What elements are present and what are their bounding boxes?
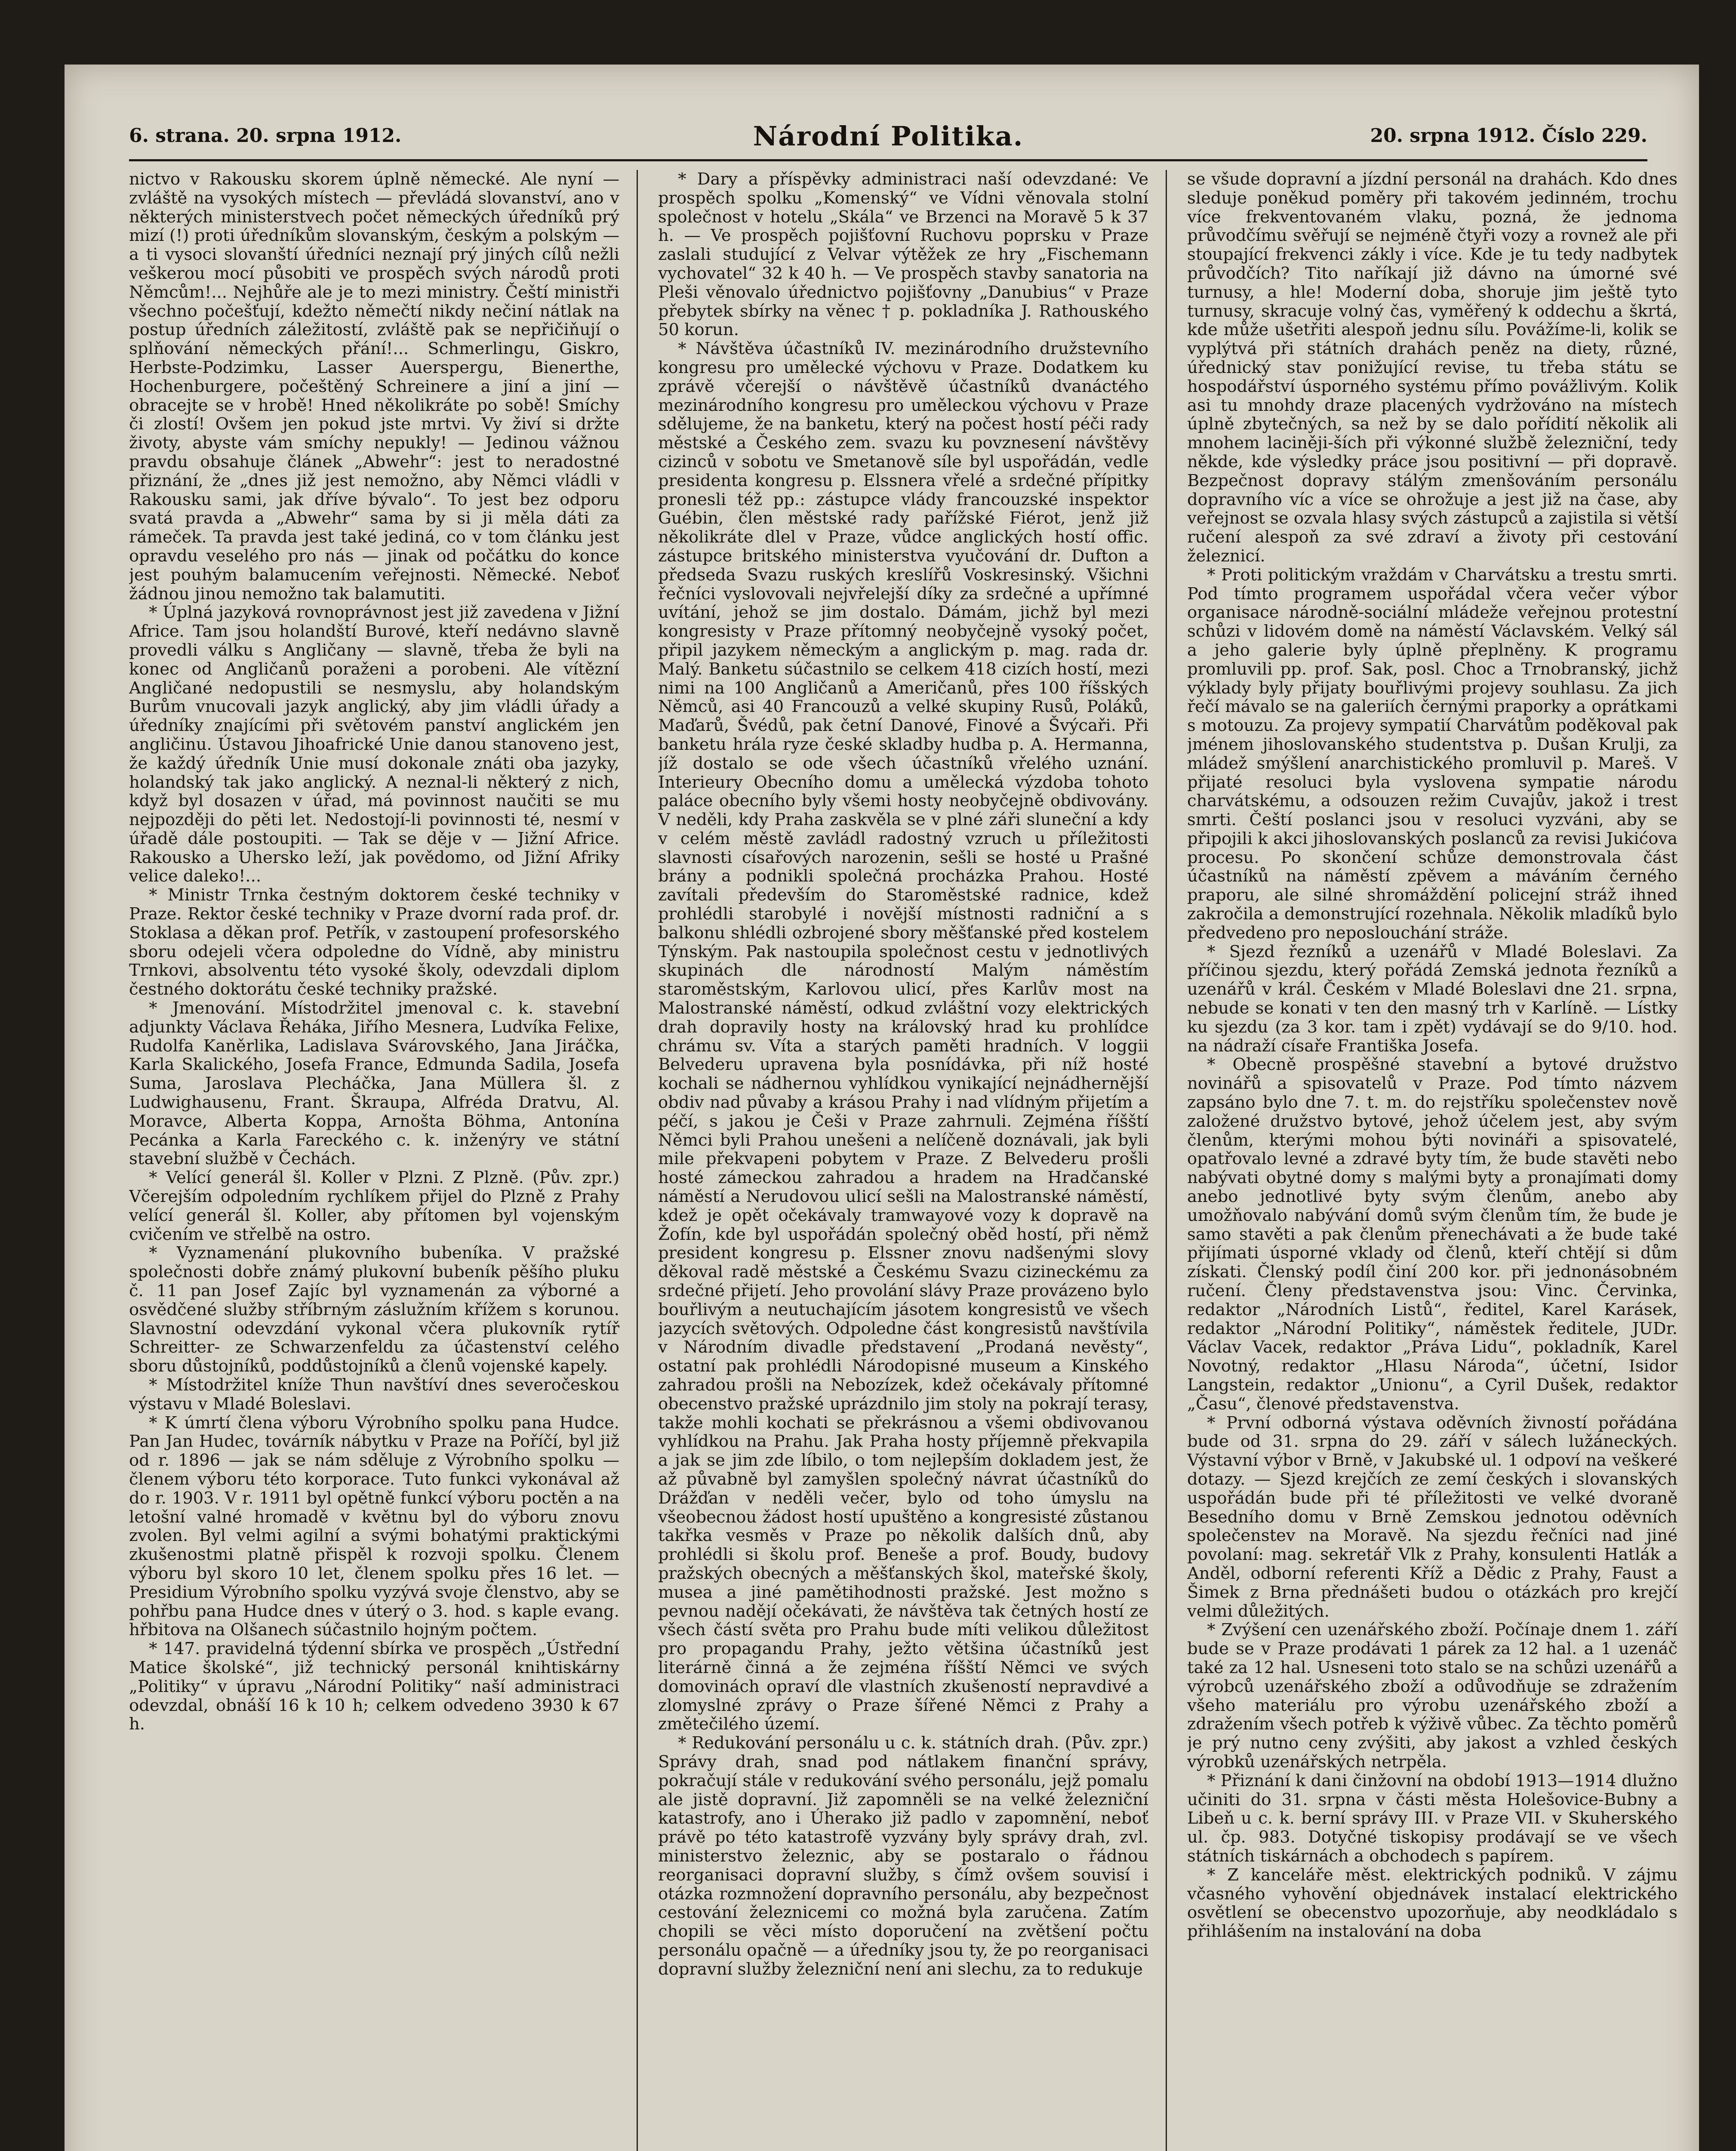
column-3 [1187, 170, 1678, 2151]
article-paragraph: * Obecně prospěšné stavební a bytové družstvo novinářů a spisovatelů v Praze. Pod tímto názvem zapsáno bylo dne 7. t. m. do rejstříku společenstev nově založené družstvo bytové, jehož účelem jest, aby svým členům, kterými mohou býti novináři a spisovatelé, opatřovalo levné a zdravé byty tím, že bude stavěti nebo nabývati obytné domy s malými byty a pronajímati domy anebo jednotlivé byty svým členům, anebo aby umožňovalo nabývání domů svým členům tím, že bude je samo stavěti a pak členům přenechávati a že bude také přijímati úsporné vklady od členů, kteří chtějí si dům získati. Členský podíl činí 200 kor. při jednonásobném ručení. Členy představenstva jsou: Vinc. Červinka, redaktor „Národních Listů“, ředitel, Karel Karásek, redaktor „Národní Politiky“, náměstek ředitele, JUDr. Václav Vacek, redaktor „Práva Lidu“, pokladník, Karel Novotný, redaktor „Hlasu Národa“, účetní, Isidor Langstein, redaktor „Unionu“, a Cyril Dušek, redaktor „Času“, členové představenstva. [1187, 1055, 1678, 1414]
article-paragraph: * Redukování personálu u c. k. státních drah. (Pův. zpr.) Správy drah, snad pod nátlakem finanční správy, pokračují stále v redukování svého personálu, jejž pomalu ale jistě dopravní. Již zapomněli se na velké železniční katastrofy, ano i Úherako již padlo v zapomnění, neboť právě po této katastrofě vyzvány byly správy drah, zvl. ministerstvo železnic, aby se postaralo o řádnou reorganisaci dopravní služby, s čímž ovšem souvisí i otázka rozmnožení dopravního personálu, aby bezpečnost cestování železnicemi co možná byla zaručena. Zatím chopili se věci místo doporučení na zvětšení počtu personálu opačně — a úředníky jsou ty, že po reorganisaci dopravní služby železniční není ani slechu, za to redukuje [658, 1733, 1148, 1979]
article-paragraph: * Návštěva účastníků IV. mezinárodního družstevního kongresu pro umělecké výchovu v Praze. Dodatkem ku zprávě včerejší o návštěvě účastníků dvanáctého mezinárodního kongresu pro uměleckou výchovu v Praze sdělujeme, že na banketu, který na počest hostí péči rady městské a Českého zem. svazu ku povznesení návštěvy cizinců v sobotu ve Smetanově síle byl uspořádán, vedle presidenta kongresu p. Elssnera vřelé a srdečné přípitky pronesli též pp.: zástupce vlády francouzské inspektor Guébin, člen městské rady pařížské Fiérot, jenž již několikráte dlel v Praze, vůdce anglických hostí offic. zástupce britského ministerstva vyučování dr. Dufton a předseda Svazu ruských kreslířů Voskresinský. Všichni řečníci vyslovovali nejvřelejší díky za srdečné a upřímné uvítání, jehož se jim dostalo. Dámám, jichž byl mezi kongresisty v Praze přítomný neobyčejně vysoký počet, připil jazykem německým a anglickým p. mag. rada dr. Malý. Banketu súčastnilo se celkem 418 cizích hostí, mezi nimi na 100 Angličanů a Američanů, přes 100 říšských Němců, asi 40 Francouzů a velké skupiny Rusů, Poláků, Maďarů, Švédů, pak četní Danové, Finové a Švýcaři. Při banketu hrála ryze české skladby hudba p. A. Hermanna, jíž dostalo se ode všech účastníků vřelého uznání. Interieury Obecního domu a umělecká výzdoba tohoto paláce obecního byly všemi hosty neobyčejně obdivovány. V neděli, kdy Praha zaskvěla se v plné záři sluneční a kdy v celém městě zavládl radostný vzruch u příležitosti slavnosti císařových narozenin, sešli se hosté u Prašné brány a podnikli společná procházka Prahou. Hosté zavítali především do Staroměstské radnice, kdež prohlédli starobylé i novější místnosti radniční a s balkonu shlédli ozbrojené sbory měšťanské před kostelem Týnským. Pak nastoupila společnost cestu v jednotlivých skupinách dle národností Malým náměstím staroměstským, Karlovou ulicí, přes Karlův most na Malostranské náměstí, odkud zvláštní vozy elektrických drah dopravily hosty na královský hrad ku prohlídce chrámu sv. Víta a starých paměti hradních. V loggii Belvederu upravena byla posnídávka, při níž hosté kochali se nádhernou vyhlídkou vynikající nejnádhernější obdiv nad půvaby a krásou Prahy i nad vlídným přijetím a péčí, s jakou je Češi v Praze zahrnuli. Zejména říšští Němci byli Prahou unešeni a nelíčeně doznávali, jak byli mile překvapeni pobytem v Praze. Z Belvederu prošli hosté zámeckou zahradou a hradem na Hradčanské náměstí a Nerudovou ulicí sešli na Malostranské náměstí, kdež je opět očekávaly tramwayové vozy k dopravě na Žofín, kde byl uspořádán společný oběd hostí, při němž president kongresu p. Elssner znovu nadšenými slovy děkoval radě městské a Českému Svazu cizineckému za srdečné přijetí. Jeho provolání slávy Praze provázeno bylo bouřlivým a neutuchajícím jásotem kongresistů ve všech jazycích světových. Odpoledne část kongresistů navštívila v Národním divadle představení „Prodaná nevěsty“, ostatní pak prohlédli Národopisné museum a Kinského zahradou prošli na Nebozízek, kdež očekávaly přítomné obecenstvo pražské uprázdnilo jim stoly na pokrají terasy, takže mohli kochati se překrásnou a všemi obdivovanou vyhlídkou na Prahu. Jak Praha hosty příjemně překvapila a jak se jim zde líbilo, o tom nejlepším dokladem jest, že až půvabně byl zamyšlen společný návrat účastníků do Drážďan v neděli večer, bylo od toho úmyslu na všeobecnou žádost hostí upuštěno a kongresisté zůstanou takřka vesměs v Praze po několik dalších dnů, aby prohlédli si školu prof. Beneše a prof. Boudy, budovy pražských obecných a měšťanských škol, mateřské školy, musea a jiné pamětihodnosti pražské. Jest možno s pevnou nadějí očekávati, že návštěva tak četných hostí ze všech částí světa pro Prahu bude míti velikou důležitost pro propagandu Prahy, ježto většina účastníků jest literárně činná a že zejména říšští Němci ve svých domovinách opraví dle vlastních zkušeností nepravdivé a zlomyslné zprávy o Praze šířené Němci z Prahy a změtečilého území. [658, 339, 1148, 1734]
article-paragraph: se všude dopravní a jízdní personál na drahách. Kdo dnes sleduje poněkud poměry při takovém jedinném, trochu více frekventovaném vlaku, pozná, že jednoma průvodčímu svěřují se nejméně čtyři vozy a rovnež ale při stoupající frekvenci zákly i více. Kde je tu tedy nadbytek průvodčích? Tito naříkají již dávno na úmorné své turnusy, a hle! Moderní doba, shoruje jim ještě tyto turnusy, skracuje volný čas, vyměřený k oddechu a škrtá, kde může ušetřiti alespoň jednu sílu. Povážíme-li, kolik se vyplýtvá při státních drahách peněz na diety, různé, úřednický stav ponižující revise, tu třeba státu se hospodářství úsporného systému přímo povážlivým. Kolik asi tu mnohdy draze placených vydržováno na místech úplně zbytečných, sa než by se dalo pořídití několik ali mnohem laciněji-ších při výkonné službě železniční, tedy někde, kde výsledky práce jsou positivní — při dopravě. Bezpečnost dopravy stálým zmenšováním personálu dopravního víc a více se ohrožuje a jest již na čase, aby veřejnost se ozvala hlasy svých zástupců a zajistila si větší ručení alespoň za své zdraví a životy při cestování železnicí. [1187, 170, 1678, 566]
column-rule [1166, 170, 1167, 2151]
article-paragraph: * 147. pravidelná týdenní sbírka ve prospěch „Ústřední Matice školské“, již technický personál knihtiskárny „Politiky“ v úpravu „Národní Politiky“ naší administraci odevzdal, obnáší 16 k 10 h; celkem odvedeno 3930 k 67 h. [129, 1639, 619, 1734]
article-paragraph: nictvo v Rakousku skorem úplně německé. Ale nyní — zvláště na vysokých místech — převládá slovanství, ano v některých ministerstvech počet německých úředníků prý mizí (!) proti úředníkům slovanským, českým a polským — a ti vysoci slovanští úředníci neznají prý jiných cílů nežli veškerou mocí působiti ve prospěch svých národů proti Němcům!... Nejhůře ale je to mezi ministry. Čeští ministři všechno počešťují, kdežto němečtí nikdy nečiní nátlak na postup úředních záležitostí, zvláště pak se nepřičiňují o splňování německých přání!... Schmerlingu, Giskro, Herbste-Podzimku, Lasser Auerspergu, Bienerthe, Hochenburgere, počeštěný Schreinere a jiní a jiní — obracejte se v hrobě! Hned několikráte po sobě! Smíchy či zlostí! Ovšem jen pokud jste mrtvi. Vy živí si držte životy, abyste vám smíchy nepukly! — Jedinou vážnou pravdu obsahuje článek „Abwehr“: jest to neradostné přiznání, že „dnes již jest nemožno, aby Němci vládli v Rakousku sami, jak dříve bývalo“. To jest bez odporu svatá pravda a „Abwehr“ sama by si ji měla dáti za rámeček. Ta pravda jest také jediná, co v tom článku jest opravdu veselého pro nás — jinak od počátku do konce jest pouhým balamucením veřejnosti. Německé. Neboť žádnou jinou nemožno tak balamutiti. [129, 170, 619, 604]
columns [129, 170, 1678, 2151]
article-paragraph: * Z kanceláře měst. elektrických podniků. V zájmu včasného vyhovění objednávek instalací elektrického osvětlení se obecenstvo upozorňuje, aby neodkládalo s přihlášením na instalování na doba [1187, 1865, 1678, 1941]
article-paragraph: * Vyznamenání plukovního bubeníka. V pražské společnosti dobře známý plukovní bubeník pěšího pluku č. 11 pan Josef Zajíc byl vyznamenán za výborné a osvědčené služby stříbrným záslužním křížem s korunou. Slavnostní odevzdání vykonal včera plukovník rytíř Schreitter- ze Schwarzenfeldu za účastenství celého sboru důstojníků, poddůstojníků a členů vojenské kapely. [129, 1243, 619, 1376]
article-paragraph: * K úmrtí člena výboru Výrobního spolku pana Hudce. Pan Jan Hudec, továrník nábytku v Praze na Poříčí, byl již od r. 1896 — jak se nám sděluje z Výrobního spolku — členem výboru této korporace. Tuto funkci vykonával až do r. 1903. V r. 1911 byl opětně funkcí výboru poctěn a na letošní valné hromadě v květnu byl do výboru znovu zvolen. Byl velmi agilní a svými bohatými praktickými zkušenostmi platně přispěl k rozvoji spolku. Členem výboru byl skoro 10 let, členem spolku přes 16 let. — Presidium Výrobního spolku vyzývá svoje členstvo, aby se pohřbu pana Hudce dnes v úterý o 3. hod. s kaple evang. hřbitova na Olšanech súčastnilo hojným počtem. [129, 1413, 619, 1640]
newspaper-page [65, 65, 1699, 2151]
column-rule [637, 170, 638, 2151]
article-paragraph: * Úplná jazyková rovnoprávnost jest již zavedena v Jižní Africe. Tam jsou holandští Burové, kteří nedávno slavně provedli válku s Angličany — slavně, třeba že byli na konec od Angličanů poraženi a porobeni. Ale vítězní Angličané nedopustili se nesmyslu, aby holandským Burům vnucovali jazyk anglický, aby jim vládli úřady a úředníky znajícími při světovém panství anglickém jen angličinu. Ústavou Jihoafrické Unie danou stanoveno jest, že každý úředník Unie musí dokonale znáti oba jazyky, holandský tak jako anglický. A neznal-li některý z nich, když byl dosazen v úřad, má povinnost naučiti se mu nejpozději do pěti let. Nedostojí-li povinnosti té, nesmí v úřadě dále postoupiti. — Tak se děje v — Jižní Africe. Rakousko a Uhersko leží, jak povědomo, od Jižní Afriky velice daleko!... [129, 603, 619, 886]
column-2 [658, 170, 1148, 2151]
column-1 [129, 170, 619, 2151]
article-paragraph: * Dary a příspěvky administraci naší odevzdané: Ve prospěch spolku „Komenský“ ve Vídni věnovala stolní společnost v hotelu „Skála“ ve Brzenci na Moravě 5 k 37 h. — Ve prospěch pojišťovní Ruchovu poprsku v Praze zaslali studující z Velvar výtěžek ze hry „Fischemann vychovatel“ 32 k 40 h. — Ve prospěch stavby sanatoria na Pleši věnovalo úřednictvo pojišťovny „Danubius“ v Praze přebytek sbírky na věnec † p. pokladníka J. Rathouského 50 korun. [658, 170, 1148, 340]
article-paragraph: * Zvýšení cen uzenářského zboží. Počínaje dnem 1. září bude se v Praze prodávati 1 párek za 12 hal. a 1 uzenáč také za 12 hal. Usneseni toto stalo se na schůzi uzenářů a výrobců uzenářského zboží a odůvodňuje se zdražením všeho materiálu pro výrobu uzenářského zboží a zdražením všech potřeb k výživě vůbec. Za těchto poměrů je prý nutno ceny zvýšiti, aby jakost a vzhled českých výrobků uzenářských netrpěla. [1187, 1620, 1678, 1772]
page-header [129, 112, 1647, 161]
article-paragraph: * Přiznání k dani činžovní na období 1913—1914 dlužno učiniti do 31. srpna v části města Holešovice-Bubny a Libeň u c. k. berní správy III. v Praze VII. v Skuherského ul. čp. 983. Dotyčné tiskopisy prodávají se ve všech státních tiskárnách a obchodech s papírem. [1187, 1771, 1678, 1866]
article-paragraph: * První odborná výstava oděvních živností pořádána bude od 31. srpna do 29. září v sálech lužáneckých. Výstavní výbor v Brně, v Jakubské ul. 1 odpoví na veškeré dotazy. — Sjezd krejčích ze zemí českých i slovanských uspořádán bude při té příležitosti ve velké dvoraně Besedního domu v Brně Zemskou jednotou oděvních společenstev na Moravě. Na sjezdu řečníci nad jiné povolaní: mag. sekretář Vlk z Prahy, konsulenti Hatlák a Anděl, odborní referenti Kříž a Dědic z Prahy, Faust a Šimek z Brna přednášeti budou o otázkách pro krejčí velmi důležitých. [1187, 1413, 1678, 1621]
article-paragraph: * Ministr Trnka čestným doktorem české techniky v Praze. Rektor české techniky v Praze dvorní rada prof. dr. Stoklasa a děkan prof. Petřík, v zastoupení profesorského sboru odejeli včera odpoledne do Vídně, aby ministru Trnkovi, absolventu této vysoké školy, odevzdali diplom čestného doktorátu české techniky pražské. [129, 885, 619, 999]
article-paragraph: * Jmenování. Místodržitel jmenoval c. k. stavební adjunkty Václava Řeháka, Jiřího Mesnera, Ludvíka Felixe, Rudolfa Kaněrlika, Ladislava Svárovského, Jana Jiráčka, Karla Skalického, Josefa France, Edmunda Sadila, Josefa Suma, Jaroslava Plecháčka, Jana Müllera šl. z Ludwighausenu, Frant. Škraupa, Alfréda Dratvu, Al. Moravce, Alberta Koppa, Arnošta Böhma, Antonína Pecánka a Karla Fareckého c. k. inženýry ve státní stavební službě v Čechách. [129, 998, 619, 1169]
issue-date-number: 20. srpna 1912. Číslo 229. [1370, 125, 1647, 147]
page-number-date: 6. strana. 20. srpna 1912. [129, 125, 402, 147]
article-paragraph: * Místodržitel kníže Thun navštíví dnes severočeskou výstavu v Mladé Boleslavi. [129, 1375, 619, 1414]
article-paragraph: * Sjezd řezníků a uzenářů v Mladé Boleslavi. Za příčinou sjezdu, který pořádá Zemská jednota řezníků a uzenářů v král. Českém v Mladé Boleslavi dne 21. srpna, nebude se konati v ten den masný trh v Karlíně. — Lístky ku sjezdu (za 3 kor. tam i zpět) vydávají se do 9/10. hod. na nádraží císaře Františka Josefa. [1187, 942, 1678, 1056]
article-paragraph: * Proti politickým vraždám v Charvátsku a trestu smrti. Pod tímto programem uspořádal včera večer výbor organisace národně-sociální mládeže veřejnou protestní schůzi v lidovém domě na náměstí Václavském. Velký sál a jeho galerie byly úplně přeplněny. K programu promluvili pp. prof. Sak, posl. Choc a Trnobranský, jichž výklady byly přijaty bouřlivými projevy souhlasu. Za jich řečí mávalo se na galeriích černými praporky a oprátkami s motouzu. Za projevy sympatií Charvátům poděkoval pak jménem jihoslovanského studentstva p. Dušan Krulji, za mládež smýšlení anarchistického promluvil p. Mareš. V přijaté resoluci byla vyslovena sympatie národu charvátskému, a odsouzen režim Cuvajův, jakož i trest smrti. Čeští poslanci jsou v resoluci vyzváni, aby se připojili k akci jihoslovanských poslanců za revisi Jukićova procesu. Po skončení schůze demonstrovala část účastníků na náměstí zpěvem a máváním černého praporu, ale silné shromáždění policejní stráž ihned zakročila a demonstrující rozehnala. Několik mladíků bylo předvedeno pro neposlouchání stráže. [1187, 565, 1678, 943]
article-paragraph: * Velící generál šl. Koller v Plzni. Z Plzně. (Pův. zpr.) Včerejším odpoledním rychlíkem přijel do Plzně z Prahy velící generál šl. Koller, aby přítomen byl vojenským cvičením ve střelbě na ostro. [129, 1168, 619, 1244]
masthead-title: Národní Politika. [753, 120, 1024, 152]
